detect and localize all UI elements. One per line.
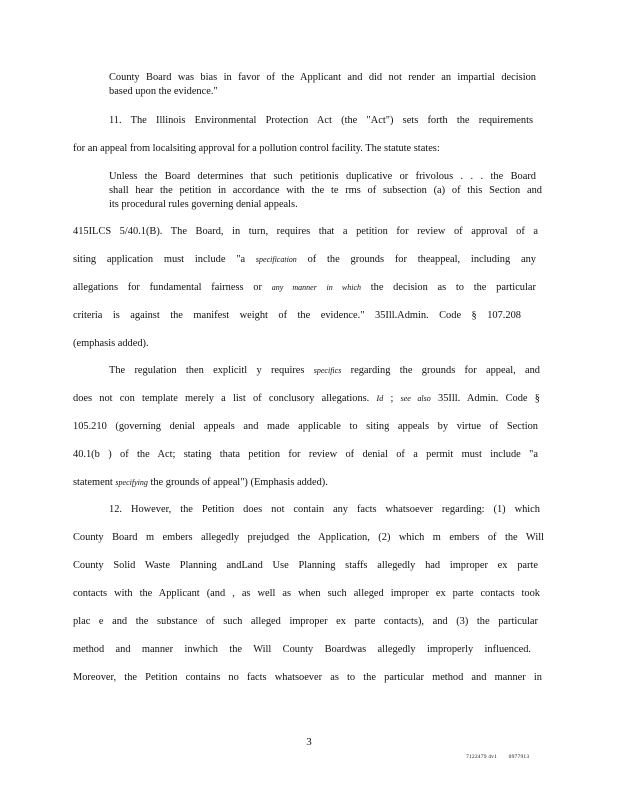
paragraph-line: County Solid Waste Planning andLand Use Planning staffs allegedly had improper ex parte (73, 560, 538, 571)
quote-line: shall hear the petition in accordance with the te rms of subsection (a) of this Section and (109, 185, 542, 196)
quote-line: Unless the Board determines that such petitionis duplicative or frivolous . . . the Board (109, 171, 536, 182)
paragraph-line: (emphasis added). (73, 338, 149, 349)
quote-line: based upon the evidence." (109, 86, 218, 97)
paragraph-line: 12. However, the Petition does not contain any facts whatsoever regarding: (1) which (109, 504, 540, 515)
paragraph-line: 415ILCS 5/40.1(B). The Board, in turn, requires that a petition for review of approval of a (73, 226, 538, 237)
paragraph-line: plac e and the substance of such alleged improper ex parte contacts), and (3) the particular (73, 616, 538, 627)
paragraph-line: 11. The Illinois Environmental Protection Act (the "Act") sets forth the requirements (109, 115, 533, 126)
paragraph-line: 105.210 (governing denial appeals and made applicable to siting appeals by virtue of Section (73, 421, 538, 432)
footer-doc-id: 7122479 4v1 (466, 754, 498, 760)
paragraph-line: County Board m embers allegedly prejudged the Application, (2) which m embers of the Will (73, 532, 544, 543)
paragraph-line: method and manner inwhich the Will County Boardwas allegedly improperly influenced. (73, 644, 531, 655)
paragraph-line: for an appeal from localsiting approval for a pollution control facility. The statute states: (73, 143, 440, 154)
paragraph-line: The regulation then explicitl y requires specifics regarding the grounds for appeal, and (109, 365, 541, 376)
paragraph-line: does not con template merely a list of conclusory allegations. Id ; see also 35Ill. Admin. Code § (73, 393, 540, 404)
quote-line: County Board was bias in favor of the Applicant and did not render an impartial decision (109, 72, 536, 83)
page-number: 3 (306, 736, 312, 748)
paragraph-line: 40.1(b ) of the Act; stating thata petition for review of denial of a permit must include "a (73, 449, 538, 460)
footer-matter-number: 0977913 (508, 754, 530, 760)
paragraph-line: Moreover, the Petition contains no facts whatsoever as to the particular method and manner in (73, 672, 542, 683)
quote-line: its procedural rules governing denial appeals. (109, 199, 298, 210)
paragraph-line: contacts with the Applicant (and , as well as when such alleged improper ex parte contacts took (73, 588, 540, 599)
paragraph-line: criteria is against the manifest weight of the evidence." 35Ill.Admin. Code § 107.208 (73, 310, 521, 321)
paragraph-line: allegations for fundamental fairness or any manner in which the decision as to the particular (73, 282, 536, 293)
document-footer (466, 754, 529, 760)
paragraph-line: siting application must include "a specification of the grounds for theappeal, including any (73, 254, 536, 265)
paragraph-line: statement specifying the grounds of appeal") (Emphasis added). (73, 477, 328, 488)
